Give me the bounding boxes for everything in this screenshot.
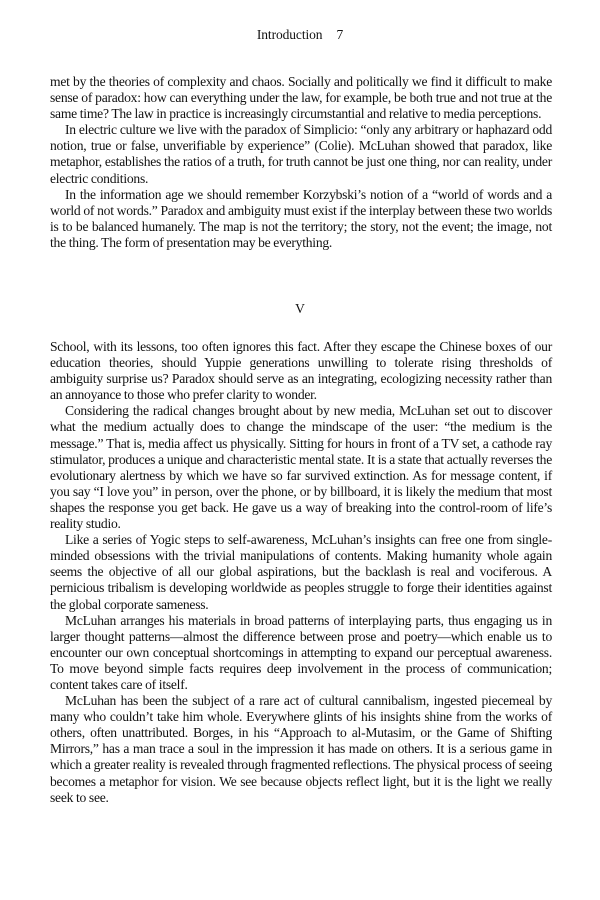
section-heading: V	[295, 301, 305, 316]
paragraph: met by the theories of complexity and chaos. Socially and politically we find it difficult to make sense of paradox: how can everything under the law, for example, be both true and not true at the same time? The law in practice is increasingly circumstantial and relative to media perceptions.	[50, 74, 552, 122]
paragraph: Like a series of Yogic steps to self-awareness, McLuhan’s insights can free one from single-minded obsessions with the trivial manipulations of contents. Making humanity whole again seems the objective of all our global aspirations, but the backlash is real and vociferous. A pernicious tribalism is developing worldwide as peoples struggle to forge their identities against the global corporate sameness.	[50, 532, 552, 612]
paragraph: Considering the radical changes brought about by new media, McLuhan set out to discover what the medium actually does to change the mindscape of the user: “the medium is the message.” That is, media affect us physically. Sitting for hours in front of a TV set, a cathode ray stimulator, produces a unique and characteristic mental state. It is a state that actually reverses the evolutionary alertness by which we have so far survived extinction. As for message content, if you say “I love you” in person, over the phone, or by billboard, it is likely the medium that most shapes the response you get back. He gave us a way of breaking into the control-room of life’s reality studio.	[50, 403, 552, 532]
paragraph: In the information age we should remember Korzybski’s notion of a “world of words and a world of not words.” Paradox and ambiguity must exist if the interplay between these two worlds is to be balanced humanely. The map is not the territory; the story, not the event; the image, not the thing. The form of presentation may be everything.	[50, 186, 552, 250]
paragraph: School, with its lessons, too often ignores this fact. After they escape the Chinese boxes of our education theories, should Yuppie generations unwilling to tolerate rising thresholds of ambiguity surprise us? Paradox should serve as an integrating, ecologizing necessity rather than an annoyance to those who prefer clarity to wonder.	[50, 339, 552, 403]
page-number: 7	[336, 27, 344, 42]
paragraph: McLuhan arranges his materials in broad patterns of interplaying parts, thus engaging us in larger thought patterns—almost the difference between prose and poetry—which enable us to encounter our own conceptual shortcomings in attempting to expand our perceptual awareness. To move beyond simple facts requires deep involvement in the process of communication; content takes care of itself.	[50, 612, 552, 692]
text-block-section-v	[50, 339, 552, 806]
text-block-before-section	[50, 74, 552, 251]
paragraph: McLuhan has been the subject of a rare act of cultural cannibalism, ingested piecemeal by many who couldn’t take him whole. Everywhere glints of his insights shine from the works of others, often unattributed. Borges, in his “Approach to al-Mutasim, or the Game of Shifting Mirrors,” has a man trace a soul in the impression it has made on others. It is a serious game in which a greater reality is revealed through fragmented reflections. The physical process of seeing becomes a metaphor for vision. We see because objects reflect light, but it is the light we really seek to see.	[50, 693, 552, 805]
running-head	[0, 27, 600, 43]
running-head-title: Introduction	[256, 27, 323, 42]
paragraph: In electric culture we live with the paradox of Simplicio: “only any arbitrary or haphazard odd notion, true or false, unverifiable by experience” (Colie). McLuhan showed that paradox, like metaphor, establishes the ratios of a truth, for truth cannot be just one thing, nor can reality, under electric conditions.	[50, 122, 552, 186]
